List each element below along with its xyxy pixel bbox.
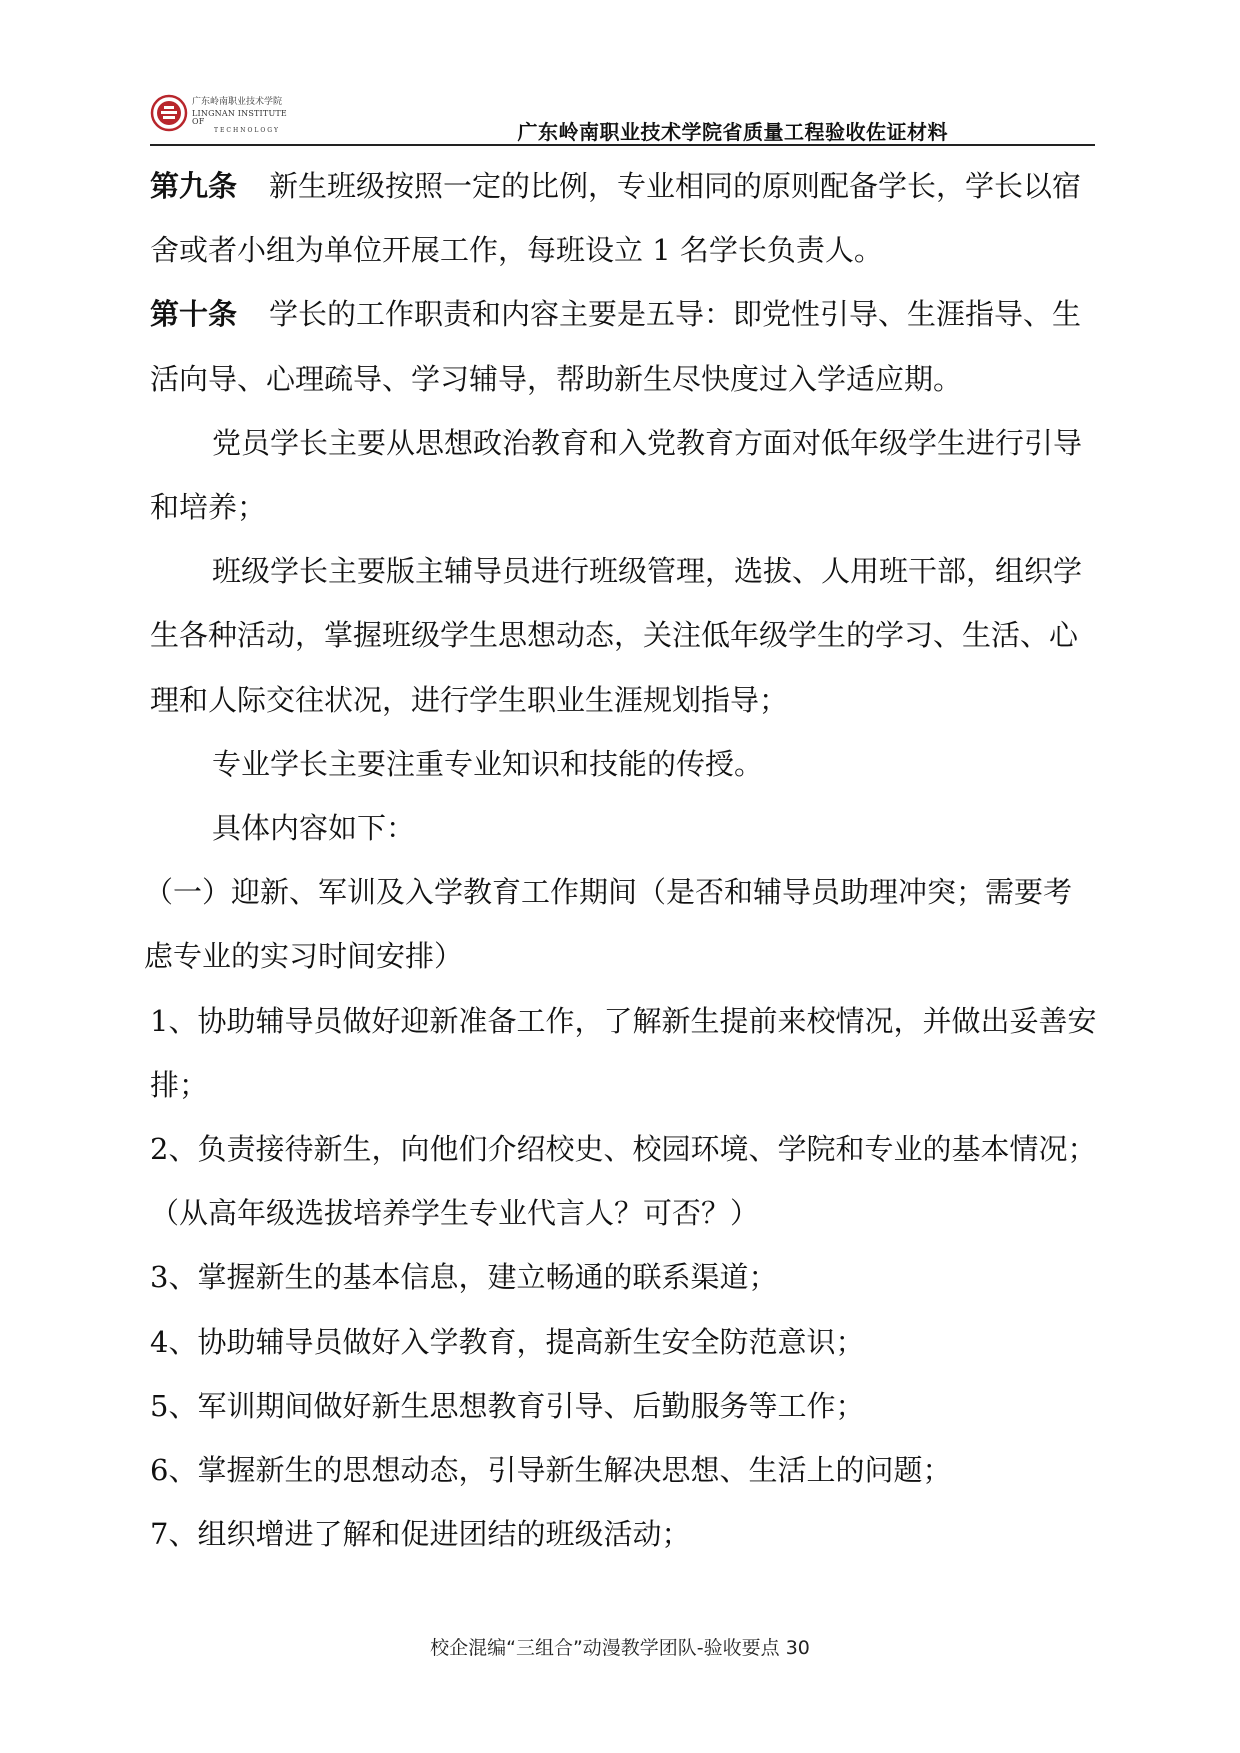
- page-footer: 校企混编“三组合”动漫教学团队-验收要点 30: [430, 1637, 810, 1659]
- article-10: [150, 282, 1100, 410]
- list-item: 4、协助辅导员做好入学教育，提高新生安全防范意识；: [150, 1324, 865, 1359]
- logo-text-en-1: LINGNAN INSTITUTE OF: [192, 109, 287, 126]
- party-mentor-paragraph: 党员学长主要从思想政治教育和入党教育方面对低年级学生进行引导和培养；: [150, 425, 1083, 525]
- list-item: 7、组织增进了解和促进团结的班级活动；: [150, 1517, 691, 1552]
- list-item: 2、负责接待新生，向他们介绍校史、校园环境、学院和专业的基本情况；（从高年级选拔培养学生专业代言人？可否？）: [150, 1132, 1097, 1231]
- document-body: [144, 154, 1100, 1566]
- logo-text: [192, 98, 300, 134]
- list-item: 6、掌握新生的思想动态，引导新生解决思想、生活上的问题；: [150, 1453, 952, 1488]
- institute-seal-icon: [150, 94, 188, 132]
- institute-logo: [150, 94, 300, 134]
- list-item: 1、协助辅导员做好迎新准备工作，了解新生提前来校情况，并做出妥善安排；: [150, 1003, 1097, 1102]
- list-item: 3、掌握新生的基本信息，建立畅通的联系渠道；: [150, 1260, 778, 1295]
- section-1-heading: （一）迎新、军训及入学教育工作期间（是否和辅导员助理冲突；需要考虑专业的实习时间安排）: [144, 875, 1073, 974]
- article-9-label: 第九条: [150, 169, 238, 203]
- article-10-text: 学长的工作职责和内容主要是五导：即党性引导、生涯指导、生活向导、心理疏导、学习辅导，帮助新生尽快度过入学适应期。: [150, 297, 1082, 396]
- logo-text-cn: 广东岭南职业技术学院: [192, 97, 283, 107]
- details-intro: 具体内容如下：: [212, 811, 416, 846]
- article-9: [150, 154, 1100, 282]
- header-title: 广东岭南职业技术学院省质量工程验收佐证材料: [517, 120, 948, 144]
- article-9-text: 新生班级按照一定的比例，专业相同的原则配备学长，学长以宿舍或者小组为单位开展工作，每班设立 1 名学长负责人。: [150, 169, 1082, 268]
- list-item: 5、军训期间做好新生思想教育引导、后勤服务等工作；: [150, 1388, 865, 1423]
- logo-text-en-2: TECHNOLOGY: [214, 127, 280, 134]
- class-mentor-paragraph: 班级学长主要版主辅导员进行班级管理，选拔、人用班干部，组织学生各种活动，掌握班级学生思想动态，关注低年级学生的学习、生活、心理和人际交往状况，进行学生职业生涯规划指导；: [150, 554, 1083, 717]
- page-header: [150, 88, 1095, 146]
- major-mentor-paragraph: 专业学长主要注重专业知识和技能的传授。: [212, 746, 764, 781]
- article-10-label: 第十条: [150, 297, 238, 332]
